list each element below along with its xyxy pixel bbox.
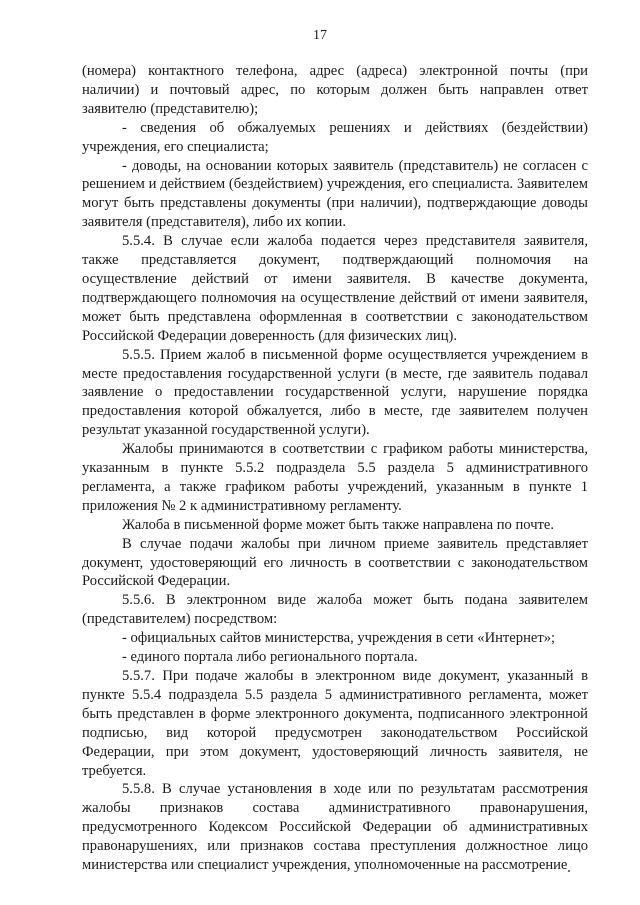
list-item-official-sites: - официальных сайтов министерства, учреждения в сети «Интернет»;: [122, 630, 556, 647]
document-body: [82, 62, 588, 875]
scan-speck: [568, 870, 570, 872]
paragraph-personal-reception: В случае подачи жалобы при личном приеме заявитель представляет документ, удостоверяющий его личность в соответствии с законодательством Российской Федерации.: [82, 535, 588, 590]
paragraph-appealed-decisions: - сведения об обжалуемых решениях и действиях (бездействии) учреждения, его специалиста;: [82, 119, 588, 155]
paragraph-postal: Жалоба в письменной форме может быть также направлена по почте.: [122, 516, 555, 533]
list-item-unified-portal: - единого портала либо регионального портала.: [122, 649, 418, 666]
page-number: 17: [313, 28, 327, 43]
paragraph-5-5-4: 5.5.4. В случае если жалоба подается через представителя заявителя, также представляется документ, подтверждающий полномочия на осуществление действий от имени заявителя. В качестве документа, подтверждающего полномочия на осуществление действий от имени заявителя, может быть представлена оформленная в соответствии с законодательством Российской Федерации доверенность (для физических лиц).: [82, 233, 588, 344]
paragraph-5-5-8: 5.5.8. В случае установления в ходе или по результатам рассмотрения жалобы признаков состава административного правонарушения, предусмотренного Кодексом Российской Федерации об административных правонарушениях, или признаков состава преступления должностное лицо министерства или специалист учреждения, уполномоченные на рассмотрение: [82, 781, 588, 874]
paragraph-5-5-7: 5.5.7. При подаче жалобы в электронном виде документ, указанный в пункте 5.5.4 подраздела 5.5 раздела 5 административного регламента, может быть представлен в форме электронного документа, подписанного электронной подписью, вид которой предусмотрен законодательством Российской Федерации, при этом документ, удостоверяющий личность заявителя, не требуется.: [82, 668, 588, 779]
paragraph-schedule: Жалобы принимаются в соответствии с графиком работы министерства, указанным в пункте 5.5.2 подраздела 5.5 раздела 5 административного регламента, а также графиком работы учреждений, указанным в пункте 1 приложения № 2 к административному регламенту.: [82, 441, 588, 514]
paragraph-arguments: - доводы, на основании которых заявитель (представитель) не согласен с решением и действием (бездействием) учреждения, его специалиста. Заявителем могут быть представлены документы (при наличии), подтверждающие доводы заявителя (представителя), либо их копии.: [82, 157, 588, 231]
paragraph-5-5-5: 5.5.5. Прием жалоб в письменной форме осуществляется учреждением в месте предоставления государственной услуги (в месте, где заявитель подавал заявление о предоставлении государственной услуги, нарушение порядка предоставления которой обжалуется, либо в месте, где заявителем получен результат указанной государственной услуги).: [82, 346, 588, 439]
paragraph-contact-info: (номера) контактного телефона, адрес (адреса) электронной почты (при наличии) и почтовый адрес, по которым должен быть направлен ответ заявителю (представителю);: [82, 63, 588, 117]
paragraph-5-5-6: 5.5.6. В электронном виде жалоба может быть подана заявителем (представителем) посредством:: [82, 592, 588, 628]
